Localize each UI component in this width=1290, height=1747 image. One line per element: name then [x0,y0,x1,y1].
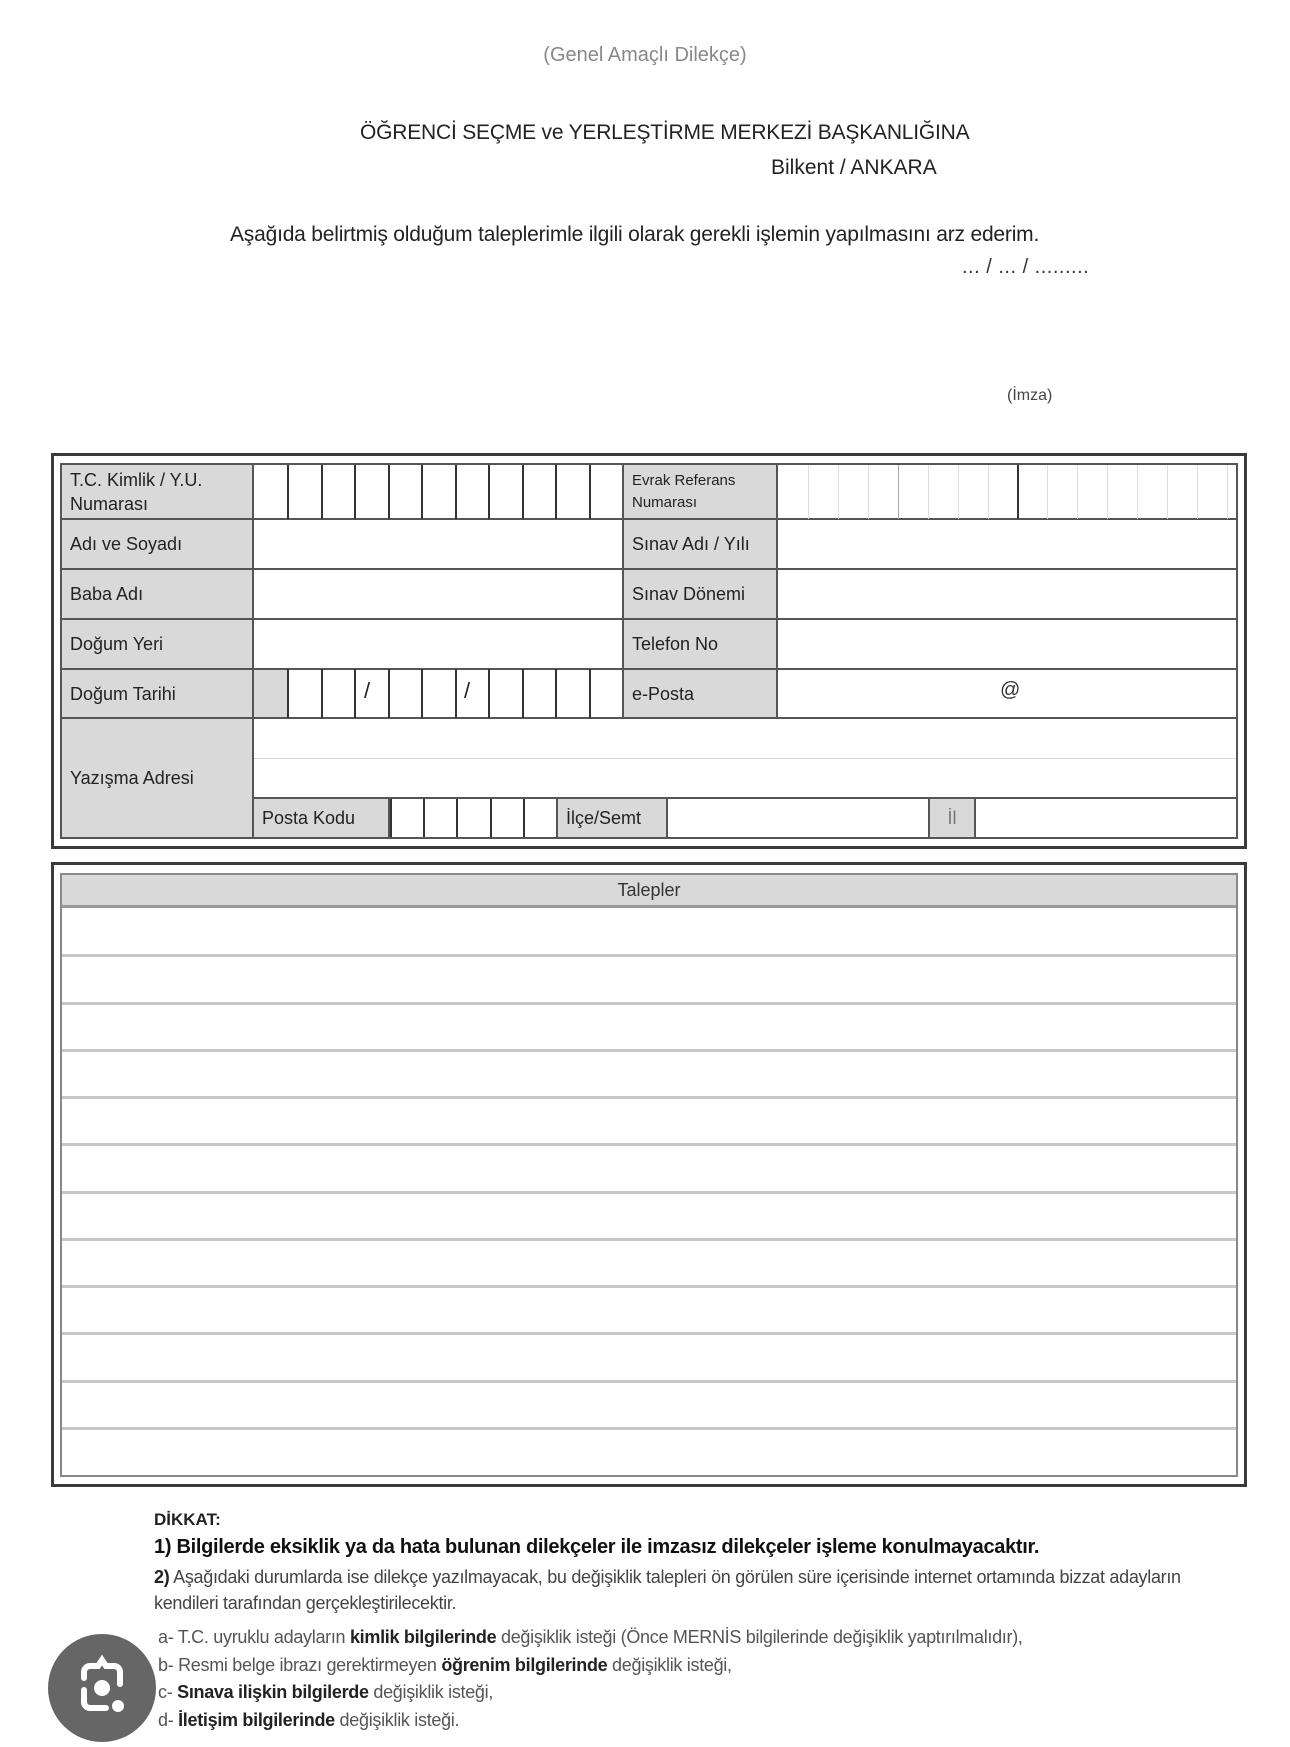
address-line-2-field[interactable] [254,758,1236,798]
label-dogum-yeri: Doğum Yeri [62,619,254,669]
digit-box-divider [488,465,490,519]
digit-box-divider [455,465,457,519]
digit-box-divider [808,465,809,519]
digit-box-divider [490,799,492,837]
note-item-bold: kimlik bilgilerinde [349,1627,497,1647]
digit-box-divider [456,799,458,837]
note-item [154,1679,1234,1707]
label-evrak-line2: Numarası [632,494,698,511]
request-line[interactable] [62,955,1236,1002]
date-placeholder[interactable]: ... / ... / ......... [962,256,1090,278]
note-item-text: b- Resmi belge ibrazı gerektirmeyen [158,1654,442,1675]
label-tc-kimlik [62,465,254,519]
label-tc-kimlik-line2: Numarası [70,494,149,514]
ilce-semt-field[interactable] [668,799,928,837]
request-line[interactable] [62,1144,1236,1191]
baba-adi-field[interactable] [254,569,622,619]
request-line[interactable] [62,1192,1236,1239]
notes-heading: DİKKAT: [154,1510,221,1529]
digit-box-divider [1197,465,1198,519]
request-line[interactable] [62,1333,1236,1380]
digit-box-divider [1137,465,1138,519]
digit-box-divider [354,465,356,519]
date-separator: / [464,678,471,703]
date-grey-cell [254,670,288,717]
digit-box-divider [1227,465,1228,519]
request-line[interactable] [62,1428,1236,1475]
request-line[interactable] [62,908,1236,955]
note-item-text: değişiklik isteği, [368,1682,494,1702]
digit-box-divider [838,465,839,519]
dogum-yeri-field[interactable] [254,619,622,669]
digit-box-divider [421,465,423,519]
note-item-bold: öğrenim bilgilerinde [441,1654,608,1675]
digit-box-divider [958,465,959,519]
addressee-city: Bilkent / ANKARA [771,156,937,179]
label-evrak-line1: Evrak Referans [632,472,736,489]
tc-kimlik-digit-boxes[interactable] [254,465,622,519]
note-item [154,1624,1234,1652]
info-table [60,463,1238,839]
digit-box-divider [928,465,929,519]
label-posta-kodu: Posta Kodu [254,799,390,837]
note-2-text: Aşağıdaki durumlarda ise dilekçe yazılmayacak, bu değişiklik talepleri ön görülen süre içerisinde internet ortamında bizzat adayların kendileri tarafından gerçekleştirilecektir. [154,1567,1181,1613]
label-yazisma-adresi: Yazışma Adresi [62,718,254,837]
google-lens-icon [48,1634,156,1742]
label-telefon-no: Telefon No [622,619,778,669]
label-il: İl [928,799,976,837]
digit-box-divider [555,465,557,519]
note-item-text: değişiklik isteği, [607,1654,732,1675]
note-2 [154,1564,1234,1616]
form-subtitle: (Genel Amaçlı Dilekçe) [543,44,747,66]
label-dogum-tarihi: Doğum Tarihi [62,669,254,718]
label-ilce-semt: İlçe/Semt [556,799,668,837]
posta-kodu-digit-boxes[interactable] [390,799,556,837]
google-lens-button[interactable] [48,1634,156,1742]
request-line[interactable] [62,1239,1236,1286]
note-1: 1) Bilgilerde eksiklik ya da hata bulunan dilekçeler ile imzasız dilekçeler işleme konulmayacaktır. [154,1536,1040,1558]
note-2-items [154,1624,1234,1734]
row-divider [62,518,1236,520]
email-at-sign: @ [1000,679,1021,701]
note-item [154,1707,1234,1735]
address-line-divider [254,758,1236,759]
label-sinav-adi-yili: Sınav Adı / Yılı [622,519,778,569]
request-line[interactable] [62,1050,1236,1097]
digit-box-divider [423,799,425,837]
digit-box-divider [898,465,899,519]
digit-box-divider [868,465,869,519]
digit-box-divider [1047,465,1048,519]
sinav-donemi-field[interactable] [778,569,1236,619]
row-divider [62,717,1236,719]
request-line[interactable] [62,1003,1236,1050]
label-adi-soyadi: Adı ve Soyadı [62,519,254,569]
signature-label: (İmza) [1007,387,1053,404]
digit-box-divider [555,669,557,718]
note-item-text: c- [158,1682,178,1702]
note-item-text: değişiklik isteği. [334,1709,460,1730]
digit-box-divider [589,669,591,718]
label-sinav-donemi: Sınav Dönemi [622,569,778,619]
note-item-bold: Sınava ilişkin bilgilerde [177,1682,369,1702]
label-baba-adi: Baba Adı [62,569,254,619]
digit-box-divider [1077,465,1078,519]
digit-box-divider [321,669,323,718]
digit-box-divider [287,465,289,519]
digit-box-divider [523,799,525,837]
notes-section [154,1510,1234,1734]
note-item-text: a- T.C. uyruklu adayların [158,1627,350,1647]
note-item-bold: İletişim bilgilerinde [178,1709,335,1730]
digit-box-divider [354,669,356,718]
label-evrak-referans [622,465,778,519]
note-2-number: 2) [154,1567,170,1587]
digit-box-divider [390,799,392,837]
row-divider [62,568,1236,570]
digit-box-divider [589,465,591,519]
requests-table-header: Talepler [62,875,1236,908]
note-item [154,1652,1234,1680]
date-separator: / [364,678,371,703]
telefon-no-field[interactable] [778,619,1236,669]
digit-box-divider [1017,465,1019,519]
il-field[interactable] [976,799,1236,837]
sinav-adi-yili-field[interactable] [778,519,1236,569]
digit-box-divider [388,465,390,519]
row-divider [62,618,1236,620]
request-line[interactable] [62,1097,1236,1144]
digit-box-divider [522,465,524,519]
digit-box-divider [287,669,289,718]
adi-soyadi-field[interactable] [254,519,622,569]
digit-box-divider [388,669,390,718]
note-item-text: d- [158,1709,179,1730]
digit-box-divider [421,669,423,718]
digit-box-divider [522,669,524,718]
label-tc-kimlik-line1: T.C. Kimlik / Y.U. [70,470,203,490]
address-line-1-field[interactable] [254,718,1236,758]
row-divider [62,668,1236,670]
digit-box-divider [321,465,323,519]
digit-box-divider [1107,465,1108,519]
request-line[interactable] [62,1286,1236,1333]
digit-box-divider [1167,465,1168,519]
digit-box-divider [488,669,490,718]
digit-box-divider [988,465,989,519]
addressee-title: ÖĞRENCİ SEÇME ve YERLEŞTİRME MERKEZİ BAŞKANLIĞINA [360,121,970,144]
note-item-text: değişiklik isteği (Önce MERNİS bilgilerinde değişiklik yaptırılmalıdır), [496,1627,1023,1647]
digit-box-divider [455,669,457,718]
request-line[interactable] [62,1381,1236,1428]
request-statement: Aşağıda belirtmiş olduğum taleplerimle ilgili olarak gerekli işlemin yapılmasını arz ederim. [230,223,1040,246]
label-e-posta: e-Posta [622,669,778,718]
